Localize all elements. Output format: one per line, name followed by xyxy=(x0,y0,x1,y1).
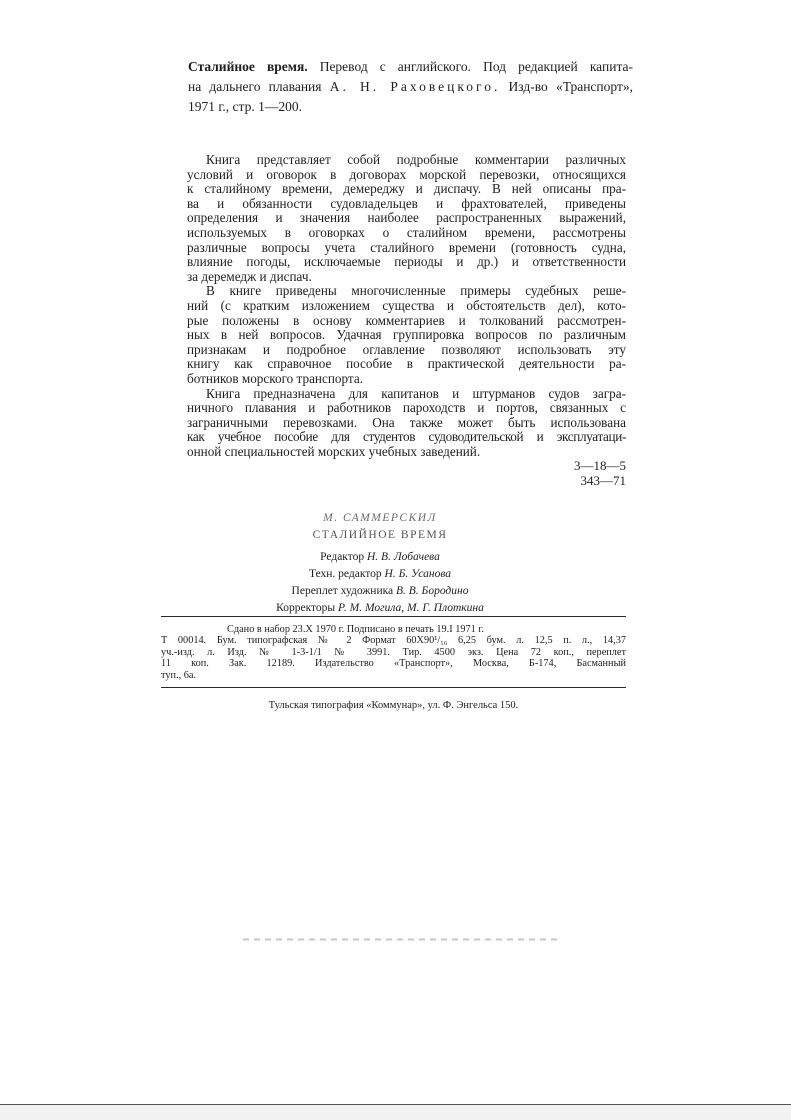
divider-top xyxy=(161,616,626,617)
text-line: определения и значения наиболее распространенных выражений, xyxy=(187,210,626,226)
text-line: В книге приведены многочисленные примеры судебных реше- xyxy=(206,283,626,299)
proofreaders-names: Р. М. Могила, М. Г. Плоткина xyxy=(338,602,484,614)
author-name: М. САММЕРСКИЛ xyxy=(323,512,437,524)
text-line: признакам и подробное оглавление позволяют использовать эту xyxy=(187,341,626,357)
staff-block xyxy=(180,510,580,617)
proofreaders-line xyxy=(180,600,580,617)
text-line: как учебное пособие для студентов судоводительской и эксплуатаци- xyxy=(187,429,626,445)
annotation-paragraph-3 xyxy=(187,387,626,460)
biblio-line-2 xyxy=(188,77,633,97)
text-line: ничного плавания и работников пароходств и портов, связанных с xyxy=(187,400,626,416)
text-line: ботников морского транспорта. xyxy=(187,370,363,386)
text-line: за деремедж и диспач. xyxy=(187,268,312,284)
editor-line xyxy=(180,549,580,566)
book-title: Сталийное время. xyxy=(188,59,308,74)
imprint-line: Сдано в набор 23.X 1970 г. Подписано в печать 19.I 1971 г. xyxy=(227,624,485,635)
biblio-line-3: 1971 г., стр. 1—200. xyxy=(188,99,302,114)
imprint-line: Т 00014. Бум. типографская № 2 Формат 60Х90¹/₁₆ 6,25 бум. л. 12,5 п. л., 14,37 xyxy=(161,635,626,647)
editor-name-spaced: А. Н. Раховецкого. xyxy=(329,79,501,94)
text-line: книгу как справочное пособие в практической деятельности ра- xyxy=(187,356,626,372)
editor-name: Н. В. Лобачева xyxy=(366,551,440,563)
cover-artist-label: Переплет художника xyxy=(291,585,396,597)
annotation-paragraph-1 xyxy=(187,153,626,284)
imprint-line: уч.-изд. л. Изд. № 1-3-1/1 № 3991. Тир. 4500 экз. Цена 72 коп., переплет xyxy=(161,646,626,658)
biblio-line-2-post: Изд-во «Транспорт», xyxy=(500,79,633,94)
annotation xyxy=(187,153,626,459)
biblio-line-2-pre: на дальнего плавания xyxy=(188,79,330,94)
text-line: ных в ней вопросов. Удачная группировка вопросов по различным xyxy=(187,327,626,343)
tech-editor-label: Техн. редактор xyxy=(308,568,385,580)
text-line: Книга представляет собой подробные комментарии различных xyxy=(206,152,626,167)
text-line: Книга предназначена для капитанов и штурманов судов загра- xyxy=(206,385,626,401)
biblio-line-1 xyxy=(188,57,633,77)
text-line: различные вопросы учета сталийного времени (готовность судна, xyxy=(187,239,626,255)
bibliographic-header xyxy=(188,57,633,117)
text-line: заграничными перевозками. Она также может быть использована xyxy=(187,414,626,430)
imprint-line: 11 коп. Зак. 12189. Издательство «Транспорт», Москва, Б-174, Басманный xyxy=(161,658,626,670)
cover-artist-line xyxy=(180,583,580,600)
index-line-2: 343—71 xyxy=(580,473,626,488)
text-line: используемых в оговорках о сталийном времени, рассмотрены xyxy=(187,224,626,240)
divider-bottom xyxy=(161,687,626,688)
bleed-through-mark xyxy=(243,938,561,941)
imprint-line: туп., 6а. xyxy=(161,669,197,681)
proofreaders-label: Корректоры xyxy=(276,602,338,614)
tech-editor-name: Н. Б. Усанова xyxy=(384,568,451,580)
imprint xyxy=(161,624,626,681)
index-line-1: 3—18—5 xyxy=(574,458,626,473)
text-line: ва и обязанности судовладельцев и фрахтователей, приведены xyxy=(187,195,626,211)
biblio-line-1-text: Перевод с английского. Под редакцией капита- xyxy=(307,59,633,74)
bottom-bar xyxy=(0,1104,791,1120)
cover-artist-name: В. В. Бородино xyxy=(396,585,469,597)
printer-line: Тульская типография «Коммунар», ул. Ф. Энгельса 150. xyxy=(268,700,519,711)
text-line: ний (с кратким изложением существа и обстоятельств дел), кото- xyxy=(187,297,626,313)
text-line: влияние погоды, исключаемые периоды и др.) и ответственности xyxy=(187,254,626,270)
catalog-index xyxy=(540,458,626,488)
text-line: рые положены в основу комментариев и толкований рассмотрен- xyxy=(187,312,626,328)
text-line: к сталийному времени, демереджу и диспачу. В ней описаны пра- xyxy=(187,181,626,197)
tech-editor-line xyxy=(180,566,580,583)
editor-label: Редактор xyxy=(320,551,367,563)
text-line: онной специальностей морских учебных заведений. xyxy=(187,443,481,459)
book-title-caps: СТАЛИЙНОЕ ВРЕМЯ xyxy=(312,529,448,541)
text-line: условий и оговорок в договорах морской перевозки, относящихся xyxy=(187,166,626,182)
annotation-paragraph-2 xyxy=(187,284,626,386)
